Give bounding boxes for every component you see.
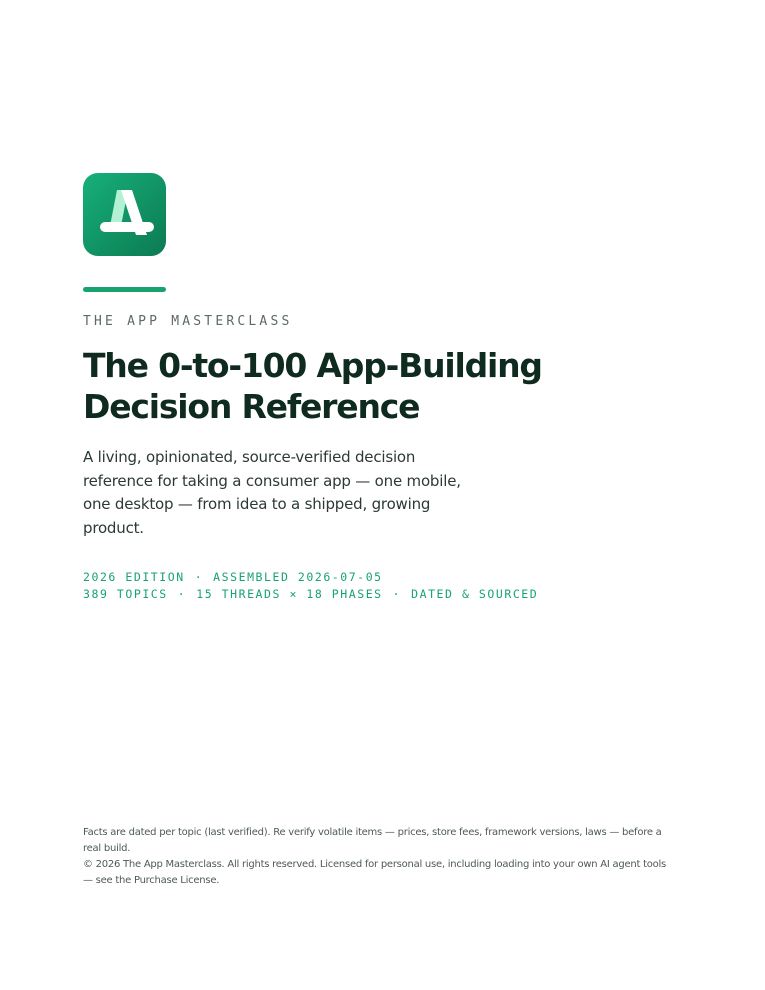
verification-notice: Facts are dated per topic (last verified). Re verify volatile items — prices, store fees, framework versions, laws — before a real build. — [83, 827, 662, 854]
meta-line-edition — [83, 569, 538, 586]
meta-dated-sourced: DATED & SOURCED — [411, 587, 539, 601]
cover-lede: A living, opinionated, source-verified decision reference for taking a consumer app — one mobile, one desktop — from idea to a shipped, growing product. — [83, 448, 461, 537]
meta-line-stats — [83, 586, 538, 603]
cover-footer — [83, 825, 673, 889]
meta-threads-phases: 15 THREADS × 18 PHASES — [196, 587, 383, 601]
edition-meta — [83, 569, 538, 603]
meta-topics: 389 TOPICS — [83, 587, 168, 601]
app-masterclass-logo-icon — [83, 173, 166, 256]
meta-assembled: ASSEMBLED 2026-07-05 — [213, 570, 383, 584]
page-title-line-2: Decision Reference — [83, 387, 420, 426]
meta-separator: · — [177, 587, 187, 601]
meta-separator: · — [392, 587, 402, 601]
accent-rule — [83, 287, 166, 292]
meta-edition: 2026 EDITION — [83, 570, 185, 584]
meta-separator: · — [194, 570, 204, 584]
copyright-notice: © 2026 The App Masterclass. All rights reserved. Licensed for personal use, including loading into your own AI agent tools — see the Purchase License. — [83, 859, 666, 886]
page-title-line-1: The 0-to-100 App-Building — [83, 346, 542, 385]
page-title — [83, 345, 643, 427]
brand-eyebrow: THE APP MASTERCLASS — [83, 314, 293, 329]
